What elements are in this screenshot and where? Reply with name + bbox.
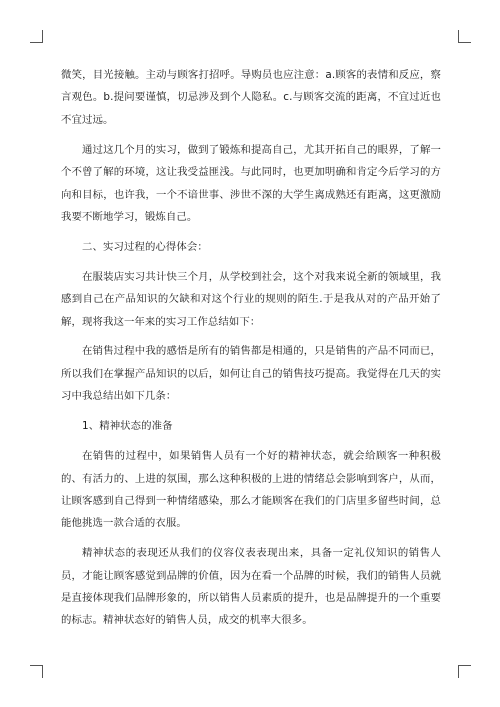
subsection-heading: 1、精神状态的准备 bbox=[82, 420, 173, 433]
paragraph: 精神状态的表现还从我们的仪容仪表表现出来，具备一定礼仪知识的销售人员，才能让顾客感觉到品牌的价值，因为在看一个品牌的时候，我们的销售人员就是直接体现我们品牌形象的，所以销售人员素质的提升，也是品牌提升的一个重要的标志。精神状态好的销售人员，成交的机率大很多。 bbox=[61, 547, 441, 627]
crop-mark-top-right bbox=[458, 30, 471, 43]
crop-mark-bottom-right bbox=[458, 665, 471, 678]
crop-mark-bottom-left bbox=[30, 665, 43, 678]
paragraph: 微笑，目光接触。主动与顾客打招呼。导购员也应注意：a.顾客的表情和反应，察言观色。b.提问要谨慎，切忌涉及到个人隐私。c.与顾客交流的距离，不宜过近也不宜过远。 bbox=[61, 69, 441, 126]
section-heading: 二、实习过程的心得体会： bbox=[82, 240, 208, 253]
paragraph: 在销售的过程中，如果销售人员有一个好的精神状态，就会给顾客一种积极的、有活力的、上进的氛围，那么这种积极的上进的情绪总会影响到客户，从而，让顾客感到自己得到一种情绪感染，那么才能顾客在我们的门店里多留些时间，总能他挑选一款合适的衣服。 bbox=[61, 450, 441, 530]
crop-mark-top-left bbox=[30, 30, 43, 43]
paragraph: 在销售过程中我的感悟是所有的销售都是相通的，只是销售的产品不同而已，所以我们在掌握产品知识的以后，如何让自己的销售技巧提高。我觉得在几天的实习中我总结出如下几条： bbox=[61, 345, 441, 403]
document-body bbox=[61, 64, 441, 639]
paragraph: 通过这几个月的实习，做到了锻炼和提高自己，尤其开拓自己的眼界，了解一个不曾了解的环境，这让我受益匪浅。与此同时，也更加明确和肯定今后学习的方向和目标，也许我，一个不谙世事、涉世不深的大学生离成熟还有距离，这更激励我要不断地学习，锻炼自己。 bbox=[61, 143, 441, 223]
paragraph: 在服装店实习共计快三个月，从学校到社会，这个对我来说全新的领域里，我感到自己在产品知识的欠缺和对这个行业的规则的陌生.于是我从对的产品开始了解，现将我这一年来的实习工作总结如下： bbox=[61, 270, 441, 328]
